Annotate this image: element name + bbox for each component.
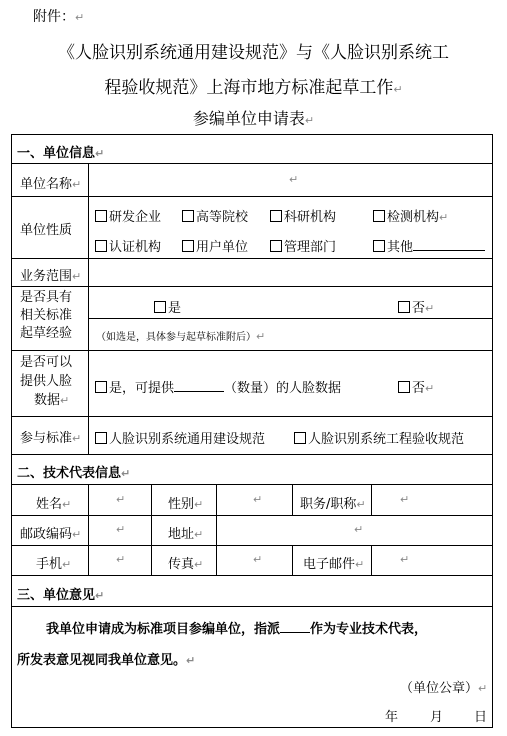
checkbox-icon <box>373 240 385 252</box>
nature-option-label: 科研机构 <box>284 210 337 225</box>
unit-stamp-text: （单位公章） <box>400 681 479 696</box>
nature-option-label: 检测机构 <box>387 210 440 225</box>
rep-mobile-label <box>36 553 71 572</box>
return-mark: ↵ <box>289 173 299 186</box>
checkbox-icon <box>95 432 107 444</box>
rep-fax-label <box>168 553 203 572</box>
return-mark: ↵ <box>400 553 410 566</box>
nature-option-university[interactable] <box>182 206 248 225</box>
participate-option-acceptance[interactable] <box>294 428 464 447</box>
option-label: 否 <box>412 301 426 316</box>
rep-name-field[interactable] <box>89 486 150 514</box>
experience-note <box>96 328 265 343</box>
title-line-2 <box>0 73 507 98</box>
return-mark: ↵ <box>253 553 263 566</box>
rep-mobile-field[interactable] <box>89 546 150 574</box>
participate-label <box>20 427 81 446</box>
row-line <box>11 286 493 287</box>
rep-email-field[interactable] <box>372 546 491 574</box>
opinion-text-part2: 作为专业技术代表， <box>310 622 428 637</box>
row-line <box>11 606 493 607</box>
return-mark: ↵ <box>72 528 82 541</box>
col-divider <box>292 484 293 515</box>
rep-gender-label-text: 性别 <box>168 497 195 512</box>
nature-option-management[interactable] <box>270 236 336 255</box>
experience-note-text: （如选是，具体参与起草标准附后） <box>96 332 256 343</box>
rep-postcode-label <box>20 523 81 542</box>
form-title <box>0 106 507 129</box>
return-mark: ↵ <box>194 528 204 541</box>
opinion-line-1 <box>46 618 427 637</box>
row-line <box>88 318 493 319</box>
checkbox-icon <box>182 210 194 222</box>
nature-option-rd[interactable] <box>95 206 161 225</box>
section1-heading <box>17 142 104 161</box>
checkbox-icon <box>398 301 410 313</box>
opinion-line-2 <box>17 649 195 668</box>
return-mark: ↵ <box>72 178 82 191</box>
rep-postcode-label-text: 邮政编码 <box>20 527 73 542</box>
section1-heading-text: 一、单位信息 <box>17 146 96 161</box>
return-mark: ↵ <box>256 330 266 343</box>
rep-fax-field[interactable] <box>217 546 291 574</box>
return-mark: ↵ <box>116 553 126 566</box>
return-mark: ↵ <box>439 211 449 224</box>
attachment-label <box>33 6 84 26</box>
other-blank <box>413 238 485 251</box>
section3-heading <box>17 584 104 603</box>
nature-option-other[interactable] <box>373 236 485 255</box>
return-mark: ↵ <box>194 558 204 571</box>
nature-option-label: 其他 <box>387 240 414 255</box>
nature-option-label: 高等院校 <box>196 210 249 225</box>
rep-position-label <box>300 493 366 512</box>
quantity-blank[interactable] <box>174 379 224 392</box>
experience-yes-option[interactable] <box>154 297 181 316</box>
nature-option-research[interactable] <box>270 206 336 225</box>
date-day: 日 <box>474 710 488 725</box>
return-mark: ↵ <box>95 147 105 160</box>
face-data-label-text: 数据 <box>34 393 61 408</box>
rep-name-label <box>36 493 71 512</box>
nature-option-label: 管理部门 <box>284 240 337 255</box>
table-border-top <box>11 134 493 135</box>
opinion-text-part1: 我单位申请成为标准项目参编单位，指派 <box>46 622 281 637</box>
return-mark: ↵ <box>116 493 126 506</box>
unit-nature-label: 单位性质 <box>20 223 73 238</box>
return-mark: ↵ <box>72 270 82 283</box>
unit-stamp <box>400 677 487 696</box>
return-mark: ↵ <box>186 654 196 667</box>
title-line-1: 《人脸识别系统通用建设规范》与《人脸识别系统工 <box>58 43 449 63</box>
rep-address-field[interactable] <box>217 516 491 544</box>
table-border-right <box>492 134 493 728</box>
checkbox-icon <box>154 301 166 313</box>
option-label: 否 <box>412 381 426 396</box>
unit-name-label-text: 单位名称 <box>20 177 73 192</box>
return-mark: ↵ <box>194 498 204 511</box>
rep-gender-label <box>168 493 203 512</box>
section3-heading-text: 三、单位意见 <box>17 588 96 603</box>
return-mark: ↵ <box>425 302 435 315</box>
checkbox-icon <box>270 240 282 252</box>
nature-option-certification[interactable] <box>95 236 161 255</box>
return-mark: ↵ <box>116 523 126 536</box>
face-data-no-option[interactable] <box>398 377 434 396</box>
return-mark: ↵ <box>95 589 105 602</box>
checkbox-icon <box>294 432 306 444</box>
rep-postcode-field[interactable] <box>89 516 150 544</box>
participate-option-label: 人脸识别系统通用建设规范 <box>109 432 266 447</box>
participate-option-construction[interactable] <box>95 428 265 447</box>
label-column-divider <box>88 163 89 455</box>
rep-mobile-label-text: 手机 <box>36 557 63 572</box>
face-data-label-line: 提供人脸 <box>20 374 73 389</box>
row-line <box>11 258 493 259</box>
rep-position-field[interactable] <box>372 486 491 514</box>
attachment-text: 附件： <box>33 9 75 25</box>
section2-heading-text: 二、技术代表信息 <box>17 466 122 481</box>
return-mark: ↵ <box>356 498 366 511</box>
checkbox-icon <box>398 381 410 393</box>
checkbox-icon <box>95 210 107 222</box>
checkbox-icon <box>182 240 194 252</box>
return-mark: ↵ <box>393 83 403 96</box>
col-divider <box>151 484 152 576</box>
rep-email-label-text: 电子邮件 <box>303 557 356 572</box>
experience-label-line: 起草经验 <box>20 326 73 341</box>
row-line <box>11 575 493 576</box>
face-data-yes-prefix: 是，可提供 <box>109 381 175 396</box>
table-border-left <box>11 134 12 728</box>
return-mark: ↵ <box>304 114 315 127</box>
form-title-text: 参编单位申请表 <box>192 109 305 128</box>
return-mark: ↵ <box>75 11 85 24</box>
face-data-yes-suffix: （数量）的人脸数据 <box>224 381 342 396</box>
checkbox-icon <box>95 240 107 252</box>
business-scope-label <box>20 265 81 284</box>
return-mark: ↵ <box>253 493 263 506</box>
row-line <box>11 196 493 197</box>
unit-name-field[interactable] <box>94 168 486 192</box>
participate-option-label: 人脸识别系统工程验收规范 <box>308 432 465 447</box>
unit-name-label <box>20 173 81 192</box>
nature-option-label: 认证机构 <box>109 240 162 255</box>
nature-option-user[interactable] <box>182 236 248 255</box>
row-line <box>11 350 493 351</box>
experience-label-line: 相关标准 <box>20 308 73 323</box>
representative-blank[interactable] <box>280 620 310 633</box>
nature-option-testing[interactable] <box>373 206 448 225</box>
rep-email-label <box>303 553 364 572</box>
rep-name-label-text: 姓名 <box>36 497 63 512</box>
nature-option-label: 研发企业 <box>109 210 162 225</box>
date-year: 年 <box>385 710 399 725</box>
return-mark: ↵ <box>354 523 364 536</box>
business-scope-label-text: 业务范围 <box>20 269 73 284</box>
row-line <box>11 484 493 485</box>
return-mark: ↵ <box>425 382 435 395</box>
return-mark: ↵ <box>62 498 72 511</box>
face-data-yes-option[interactable] <box>95 377 341 396</box>
option-label: 是 <box>168 301 182 316</box>
checkbox-icon <box>270 210 282 222</box>
return-mark: ↵ <box>121 467 131 480</box>
return-mark: ↵ <box>62 558 72 571</box>
rep-address-label <box>168 523 203 542</box>
face-data-label <box>20 353 72 410</box>
section2-heading <box>17 462 130 481</box>
return-mark: ↵ <box>72 432 82 445</box>
table-border-bottom <box>11 727 493 728</box>
col-divider <box>292 545 293 576</box>
rep-gender-field[interactable] <box>217 486 291 514</box>
row-line <box>11 454 493 455</box>
business-scope-field[interactable] <box>94 260 486 284</box>
face-data-label-line: 是否可以 <box>20 355 73 370</box>
opinion-text-line2: 所发表意见视同我单位意见。 <box>17 653 187 668</box>
nature-option-label: 用户单位 <box>196 240 249 255</box>
participate-label-text: 参与标准 <box>20 431 73 446</box>
row-line <box>11 416 493 417</box>
rep-fax-label-text: 传真 <box>168 557 195 572</box>
return-mark: ↵ <box>478 682 488 695</box>
rep-position-label-text: 职务/职称 <box>300 497 357 512</box>
experience-label-line: 是否具有 <box>20 290 73 305</box>
experience-label <box>20 289 72 343</box>
checkbox-icon <box>373 210 385 222</box>
title-line-2-text: 程验收规范》上海市地方标准起草工作 <box>104 78 394 98</box>
row-line <box>11 163 493 164</box>
return-mark: ↵ <box>355 558 365 571</box>
checkbox-icon <box>95 381 107 393</box>
return-mark: ↵ <box>400 493 410 506</box>
return-mark: ↵ <box>60 394 70 407</box>
experience-no-option[interactable] <box>398 297 434 316</box>
face-data-label-line-3 <box>20 391 72 410</box>
rep-address-label-text: 地址 <box>168 527 195 542</box>
date-month: 月 <box>430 710 444 725</box>
